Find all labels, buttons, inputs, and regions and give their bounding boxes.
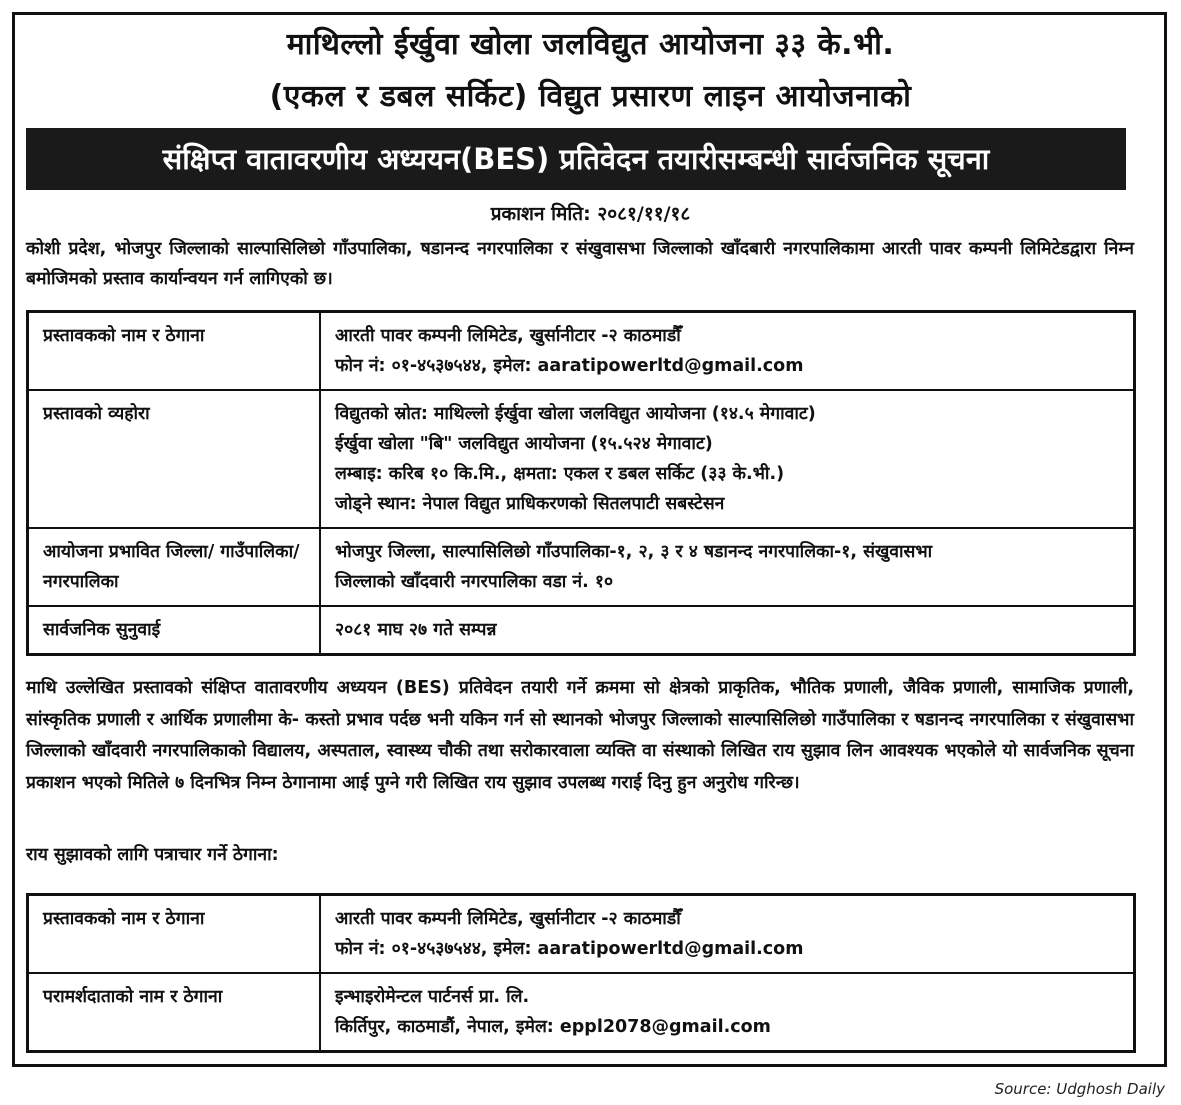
row-label: आयोजना प्रभावित जिल्ला/ गाउँपालिका/नगरपालिका [28, 528, 321, 606]
contact-heading: राय सुझावको लागि पत्राचार गर्ने ठेगाना: [26, 845, 279, 865]
row-value [320, 528, 1135, 606]
table-row [28, 390, 1135, 528]
row-label: प्रस्तावकको नाम र ठेगाना [28, 895, 321, 974]
notice-banner: संक्षिप्त वातावरणीय अध्ययन(BES) प्रतिवेदन तयारीसम्बन्धी सार्वजनिक सूचना [26, 128, 1126, 190]
row-label: सार्वजनिक सुनुवाई [28, 606, 321, 655]
value-line: किर्तिपुर, काठमाडौं, नेपाल, इमेल: eppl2078@gmail.com [335, 1017, 771, 1037]
value-line: भोजपुर जिल्ला, साल्पासिलिछो गाँउपालिका-१, २, ३ र ४ षडानन्द नगरपालिका-१, संखुवासभा [335, 542, 933, 562]
notice-title-line2: (एकल र डबल सर्किट) विद्युत प्रसारण लाइन आयोजनाको [269, 79, 912, 114]
row-value [320, 312, 1135, 391]
value-line: विद्युतको स्रोत: माथिल्लो ईर्खुवा खोला जलविद्युत आयोजना (१४.५ मेगावाट) [335, 404, 816, 424]
row-label: प्रस्तावकको नाम र ठेगाना [28, 312, 321, 391]
row-value [320, 606, 1135, 655]
row-label: परामर्शदाताको नाम र ठेगाना [28, 973, 321, 1052]
value-line: फोन नं: ०१-४५३७५४४, इमेल: aaratipowerltd@gmail.com [335, 939, 804, 959]
row-value [320, 390, 1135, 528]
value-line: लम्बाइ: करिब १० कि.मि., क्षमता: एकल र डबल सर्किट (३३ के.भी.) [335, 464, 785, 484]
intro-paragraph: कोशी प्रदेश, भोजपुर जिल्लाको साल्पासिलिछो गाँउपालिका, षडानन्द नगरपालिका र संखुवासभा जिल्लाको खाँदबारी नगरपालिकामा आरती पावर कम्पनी लिमिटेडद्वारा निम्न बमोजिमको प्रस्ताव कार्यान्वयन गर्न लागिएको छ। [26, 239, 1134, 289]
table-row [28, 606, 1135, 655]
publication-date: प्रकाशन मिति: २०८१/११/१८ [490, 203, 691, 225]
value-line: आरती पावर कम्पनी लिमिटेड, खुर्सानीटार -२ काठमाडौँ [335, 909, 681, 929]
table-row [28, 895, 1135, 974]
notice-title-line1: माथिल्लो ईर्खुवा खोला जलविद्युत आयोजना ३३ के.भी. [286, 27, 895, 62]
table-row [28, 312, 1135, 391]
main-paragraph: माथि उल्लेखित प्रस्तावको संक्षिप्त वातावरणीय अध्ययन (BES) प्रतिवेदन तयारी गर्ने क्रममा सो क्षेत्रको प्राकृतिक, भौतिक प्रणाली, जैविक प्रणाली, सामाजिक प्रणाली, सांस्कृतिक प्रणाली र आर्थिक प्रणालीमा के- कस्तो प्रभाव पर्दछ भनी यकिन गर्न सो स्थानको भोजपुर जिल्लाको साल्पासिलिछो गाउँपालिका र षडानन्द नगरपालिका र संखुवासभा जिल्लाको खाँदवारी नगरपालिकाको विद्यालय, अस्पताल, स्वास्थ्य चौकी तथा सरोकारवाला व्यक्ति वा संस्थाको लिखित राय सुझाव लिन आवश्यक भएकोले यो सार्वजनिक सूचना प्रकाशन भएको मितिले ७ दिनभित्र निम्न ठेगानामा आई पुग्ने गरी लिखित राय सुझाव उपलब्ध गराई दिनु हुन अनुरोध गरिन्छ। [26, 678, 1134, 793]
value-line: जिल्लाको खाँदवारी नगरपालिका वडा नं. १० [335, 572, 614, 592]
source-credit: Source: Udghosh Daily [994, 1080, 1165, 1098]
table-row [28, 973, 1135, 1052]
table-row [28, 528, 1135, 606]
value-line: जोड्ने स्थान: नेपाल विद्युत प्राधिकरणको सितलपाटी सबस्टेसन [335, 494, 725, 514]
row-value [320, 895, 1135, 974]
row-label: प्रस्तावको व्यहोरा [28, 390, 321, 528]
value-line: आरती पावर कम्पनी लिमिटेड, खुर्सानीटार -२ काठमाडौँ [335, 326, 681, 346]
contact-table [26, 893, 1136, 1053]
value-line: ईर्खुवा खोला "बि" जलविद्युत आयोजना (१५.५२४ मेगावाट) [335, 434, 713, 454]
value-line: इन्भाइरोमेन्टल पार्टनर्स प्रा. लि. [335, 987, 530, 1007]
value-line: फोन नं: ०१-४५३७५४४, इमेल: aaratipowerltd@gmail.com [335, 356, 804, 376]
value-line: २०८१ माघ २७ गते सम्पन्न [335, 620, 497, 640]
row-value [320, 973, 1135, 1052]
project-details-table [26, 310, 1136, 656]
